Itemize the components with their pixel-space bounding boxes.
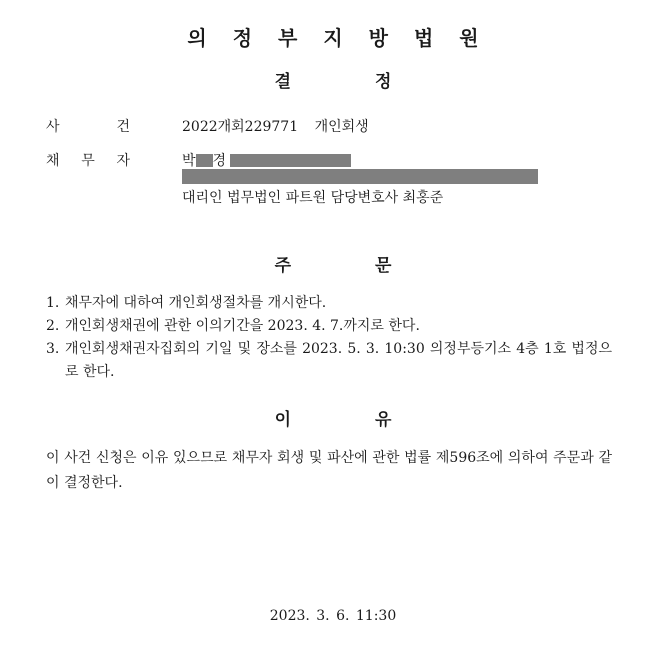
debtor-id-redaction <box>230 154 351 167</box>
order-item <box>46 338 612 384</box>
case-value <box>182 116 369 136</box>
debtor-agent: 대리인 법무법인 파트원 담당변호사 최홍준 <box>182 190 444 206</box>
case-label <box>46 116 130 136</box>
debtor-value <box>182 150 351 170</box>
reason-text: 이 사건 신청은 이유 있으므로 채무자 회생 및 파산에 관한 법률 제596조에 의하여 주문과 같이 결정한다. <box>46 450 612 491</box>
order-item-text: 개인회생채권에 관한 이의기간을 2023. 4. 7.까지로 한다. <box>65 318 420 334</box>
case-label-char-1: 사 <box>46 119 60 135</box>
order-item <box>46 315 612 338</box>
court-name: 의정부지방법원 <box>187 26 505 50</box>
case-number: 2022개회229771 <box>182 119 299 135</box>
debtor-name-first: 박 <box>182 153 196 169</box>
order-item-text: 개인회생채권자집회의 기일 및 장소를 2023. 5. 3. 10:30 의정부등기소 4층 1호 법정으로 한다. <box>65 341 612 380</box>
order-item-number: 3. <box>46 341 60 357</box>
debtor-label <box>46 150 130 170</box>
debtor-label-char-1: 채 <box>46 153 60 169</box>
debtor-label-char-2: 무 <box>81 153 95 169</box>
order-item <box>46 292 612 315</box>
order-title: 주문 <box>274 256 476 276</box>
order-item-number: 2. <box>46 318 60 334</box>
case-type: 개인회생 <box>314 119 369 135</box>
case-label-char-2: 건 <box>116 119 130 135</box>
order-item-text: 채무자에 대하여 개인회생절차를 개시한다. <box>65 295 327 311</box>
debtor-address-redaction <box>182 169 538 184</box>
document-title: 결정 <box>274 72 476 92</box>
debtor-label-char-3: 자 <box>116 153 130 169</box>
debtor-name-last: 경 <box>212 153 227 169</box>
reason-title: 이유 <box>274 410 476 430</box>
document-date: 2023. 3. 6. 11:30 <box>269 608 397 624</box>
order-list <box>46 292 612 384</box>
order-item-number: 1. <box>46 295 60 311</box>
debtor-name-redaction <box>196 154 213 167</box>
